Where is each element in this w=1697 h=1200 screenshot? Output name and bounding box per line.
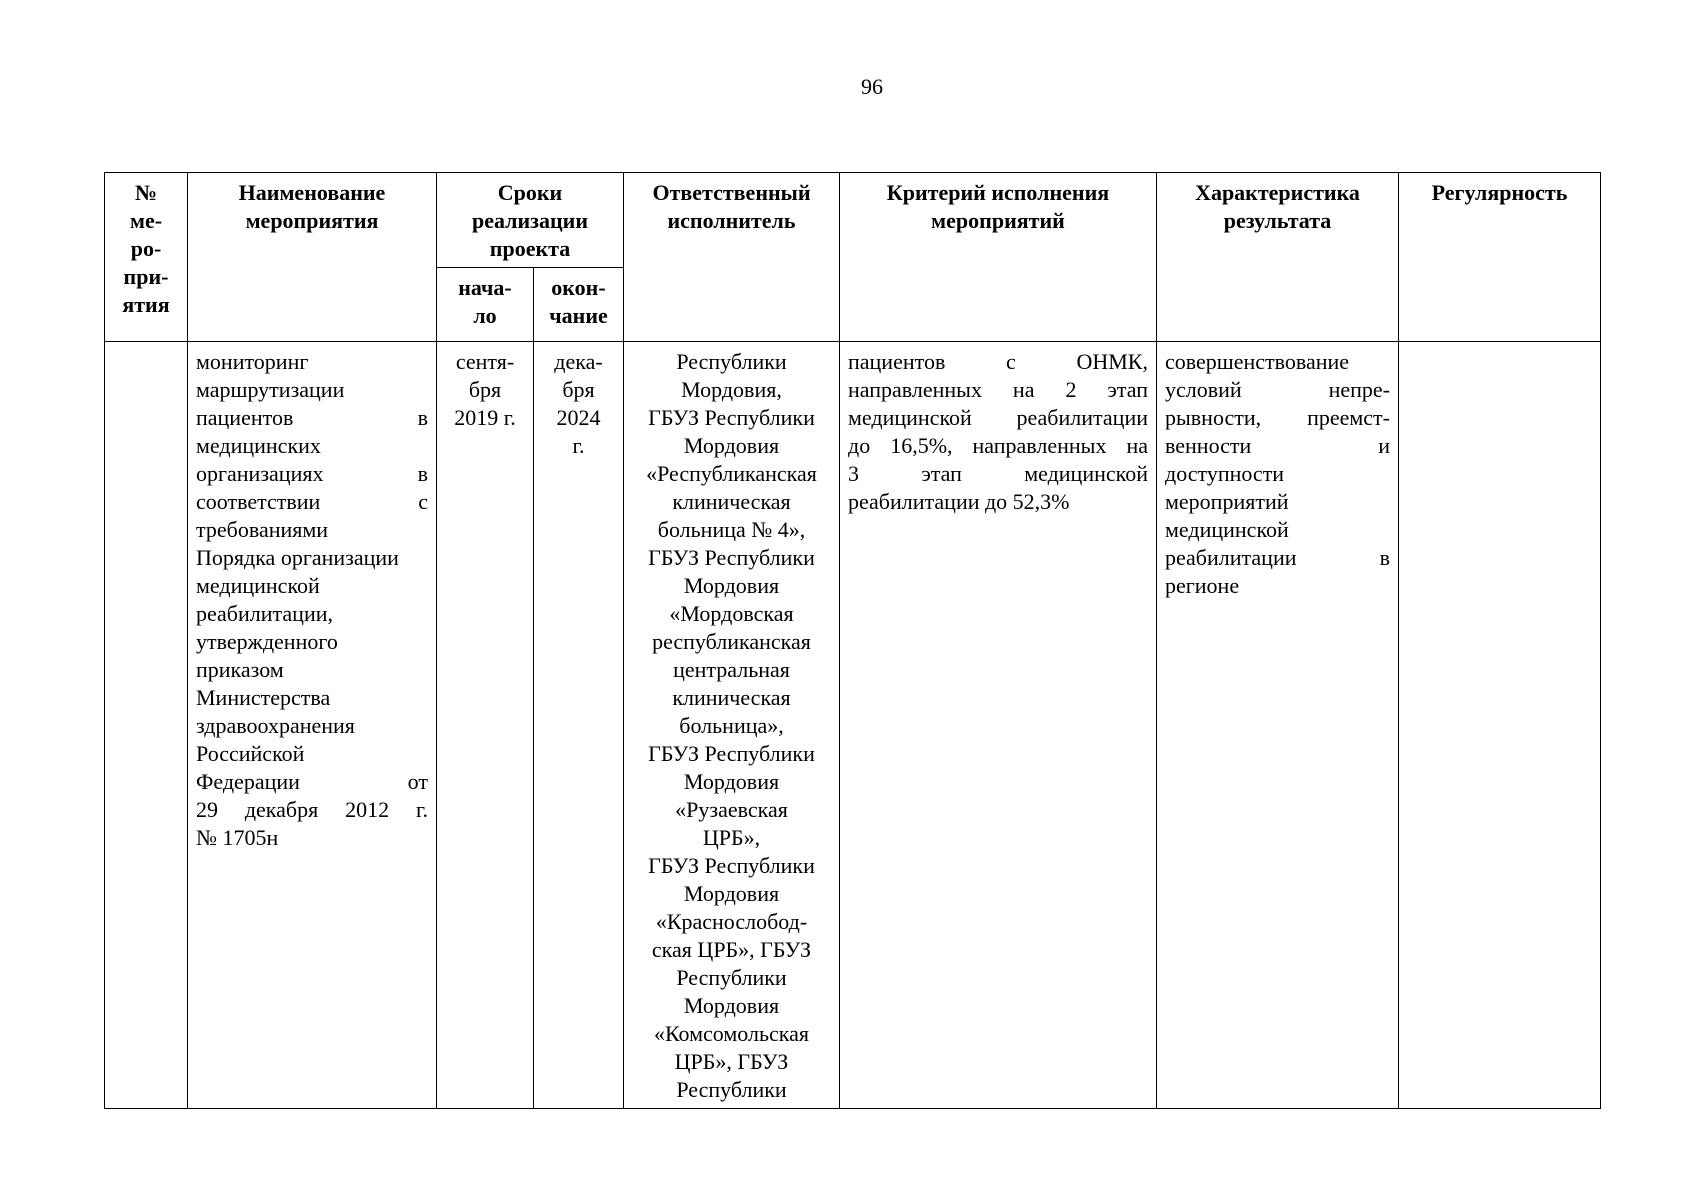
table-header-row	[105, 173, 1601, 268]
header-period: Сроки реализации проекта	[437, 173, 624, 268]
header-criterion: Критерий исполнения мероприятий	[840, 173, 1157, 342]
cell-regularity	[1399, 342, 1601, 1109]
page-number: 96	[861, 74, 883, 99]
table-row	[105, 342, 1601, 1109]
cell-activity-name: мониторинг маршрутизации пациентов в медицинских организациях в соответствии с требованиями Порядка организации медицинской реабилитации, утвержденного приказом Министерства здравоохранения Российской Федерации от 29 декабря 2012 г. № 1705н	[188, 342, 437, 1109]
cell-start: сентя- бря 2019 г.	[437, 342, 534, 1109]
header-responsible: Ответственный исполнитель	[624, 173, 840, 342]
cell-end: дека- бря 2024 г.	[534, 342, 624, 1109]
header-name: Наименование мероприятия	[188, 173, 437, 342]
header-regularity: Регулярность	[1399, 173, 1601, 342]
header-end: окон- чание	[534, 268, 624, 342]
header-start: нача- ло	[437, 268, 534, 342]
header-result: Характеристика результата	[1157, 173, 1399, 342]
cell-result: совершенствование условий непре- рывности, преемст- венности и доступности мероприятий медицинской реабилитации в регионе	[1157, 342, 1399, 1109]
cell-number	[105, 342, 188, 1109]
activities-table	[104, 172, 1601, 1109]
header-number: № ме- ро- при- ятия	[105, 173, 188, 342]
cell-responsible: Республики Мордовия, ГБУЗ Республики Мордовия «Республиканская клиническая больница № 4», ГБУЗ Республики Мордовия «Мордовская республиканская центральная клиническая больница», ГБУЗ Республики Мордовия «Рузаевская ЦРБ», ГБУЗ Республики Мордовия «Краснослобод- ская ЦРБ», ГБУЗ Республики Мордовия «Комсомольская ЦРБ», ГБУЗ Республики	[624, 342, 840, 1109]
cell-criterion: пациентов с ОНМК, направленных на 2 этап медицинской реабилитации до 16,5%, направленных на 3 этап медицинской реабилитации до 52,3%	[840, 342, 1157, 1109]
